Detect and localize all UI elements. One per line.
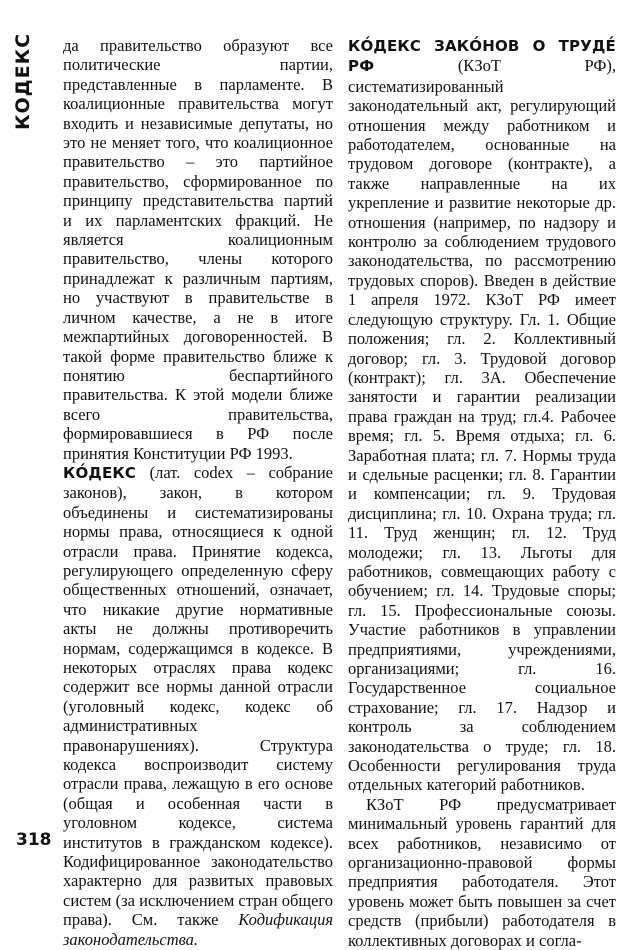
page-number: 318 bbox=[16, 830, 52, 850]
cross-reference: Кодификация законодательства. bbox=[63, 910, 333, 949]
paragraph-coalition-government: да правительство образуют все политические партии, представленные в парламенте. В коалиционные правительства могут входить и независимые депутаты, но это не меняет того, что коалиционное правительство – это партийное правительство, сформированное по принципу представительства партий и их парламентских фракций. Не является коалиционным правительство, члены которого принадлежат к различным партиям, но участвуют в правительстве в личном качестве, а не в итоге межпартийных договоренностей. В такой форме правительство ближе к понятию беспартийного правительства. К этой модели ближе всего правительства, формировавшиеся в РФ после принятия Конституции РФ 1993. bbox=[63, 36, 333, 463]
right-column bbox=[348, 36, 616, 950]
paragraph-kzot-guarantees: КЗоТ РФ предусматривает минимальный уровень гарантий для всех работников, независимо от организационно-правовой формы предприятия работодателя. Этот уровень может быть повышен за счет средств (прибыли) работодателя в коллективных договорах и согла- bbox=[348, 794, 616, 950]
entry-text: (КЗоТ РФ), систематизированный законодательный акт, регулирующий отношения между работником и работодателем, основанные на трудовом договоре (контракте), а также направленные на их укрепление и развитие некоторые др. отношения (например, по надзору и контролю за соблюдением трудового законодательства, по рассмотрению трудовых споров). Введен в действие 1 апреля 1972. КЗоТ РФ имеет следующую структуру. Гл. 1. Общие положения; гл. 2. Коллективный договор; гл. 3. Трудовой договор (контракт); гл. 3А. Обеспечение занятости и гарантии реализации права граждан на труд; гл.4. Рабочее время; гл. 5. Время отдыха; гл. 6. Заработная плата; гл. 7. Нормы труда и сдельные расценки; гл. 8. Гарантии и компенсации; гл. 9. Трудовая дисциплина; гл. 10. Охрана труда; гл. 11. Труд женщин; гл. 12. Труд молодежи; гл. 13. Льготы для работников, совмещающих работу с обучением; гл. 14. Трудовые споры; гл. 15. Профессиональные союзы. Участие работников в управлении предприятиями, учреждениями, организациями; гл. 16. Государственное социальное страхование; гл. 17. Надзор и контроль за соблюдением законодательства о труде; гл. 18. Особенности регулирования труда отдельных категорий работников. bbox=[348, 56, 616, 795]
entry-term: КО́ДЕКС ЗАКО́НОВ О ТРУДЕ́ РФ bbox=[348, 37, 616, 76]
running-head: КОДЕКС bbox=[12, 32, 34, 130]
entry-kzot bbox=[348, 36, 616, 795]
entry-term: КО́ДЕКС bbox=[63, 463, 137, 482]
entry-text: (лат. codex – собрание законов), закон, в котором объединены и систематизированы нормы права, относящиеся к одной отрасли права. Принятие кодекса, регулирующего определенную сферу общественных отношений, означает, что никакие другие нормативные акты не должны противоречить нормам, содержащимся в кодексе. В некоторых отраслях права кодекс содержит все нормы данной отрасли (уголовный кодекс, кодекс об административных правонарушениях). Структура кодекса воспроизводит систему отрасли права, лежащую в его основе (общая и особенная части в уголовном кодексе, система институтов в гражданском кодексе). Кодифицированное законодательство характерно для развитых правовых систем (за исключением стран общего права). См. также bbox=[63, 462, 333, 930]
entry-kodeks bbox=[63, 463, 333, 949]
left-column bbox=[63, 36, 333, 949]
